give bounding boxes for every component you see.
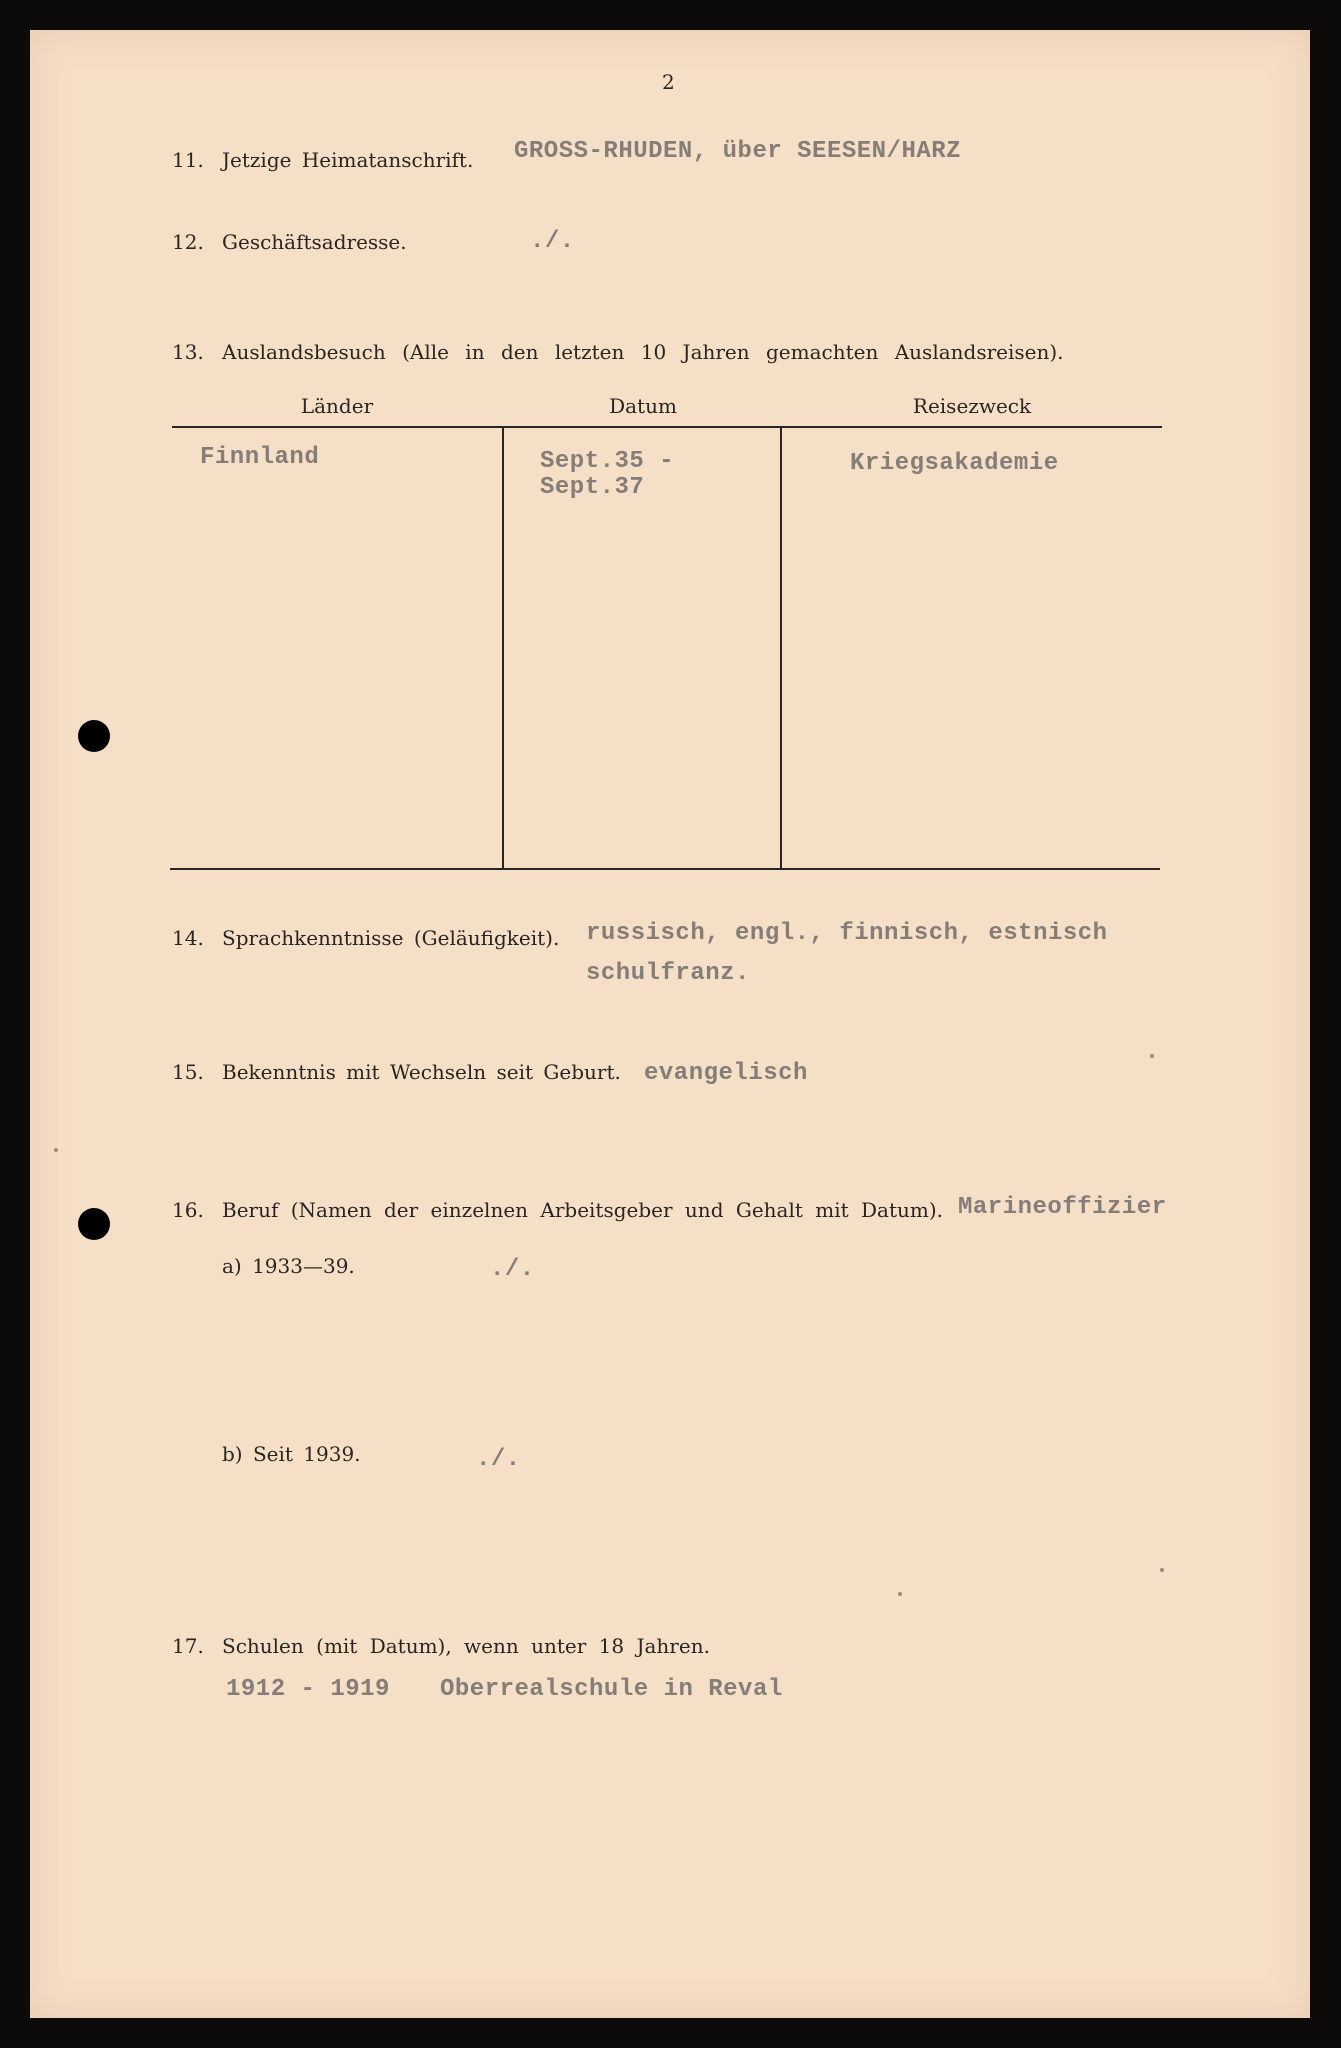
schools-years-value: 1912 - 1919 (226, 1676, 390, 1703)
item-12-label (172, 230, 407, 254)
item-11-label (172, 148, 473, 172)
item-17-number: 17. (172, 1634, 204, 1658)
item-12-number: 12. (172, 230, 204, 254)
punch-hole-lower (78, 1208, 110, 1240)
languages-value-line1: russisch, engl., finnisch, estnisch (586, 920, 1108, 947)
item-15-number: 15. (172, 1060, 204, 1084)
item-16-text: Beruf (Namen der einzelnen Arbeitsgeber und Gehalt mit Datum). (222, 1198, 944, 1222)
item-12-text: Geschäftsadresse. (222, 230, 407, 254)
travel-purpose-value: Kriegsakademie (850, 450, 1059, 477)
home-address-value: GROSS-RHUDEN, über SEESEN/HARZ (514, 138, 962, 165)
occupation-b-label: b) Seit 1939. (222, 1442, 361, 1466)
occupation-a-value: ./. (490, 1256, 535, 1283)
item-14-number: 14. (172, 926, 204, 950)
item-11-text: Jetzige Heimatanschrift. (222, 148, 474, 172)
religion-value: evangelisch (644, 1060, 808, 1087)
occupation-b-value: ./. (476, 1446, 521, 1473)
item-16-number: 16. (172, 1198, 204, 1222)
paper-speck (1160, 1568, 1164, 1572)
occupation-a-label: a) 1933—39. (222, 1254, 355, 1278)
item-15-label (172, 1060, 621, 1084)
table-bottom-rule (170, 868, 1160, 870)
item-14-label (172, 926, 559, 950)
schools-name-value: Oberrealschule in Reval (440, 1676, 783, 1703)
languages-value-line2: schulfranz. (586, 960, 750, 987)
item-17-label (172, 1634, 710, 1658)
table-top-rule (172, 426, 1162, 428)
document-page (30, 30, 1310, 2018)
travel-date-end: Sept.37 (540, 474, 645, 501)
item-13-label (172, 340, 1064, 364)
punch-hole-upper (78, 720, 110, 752)
paper-speck (898, 1592, 902, 1596)
travel-country-value: Finnland (200, 444, 320, 471)
table-divider-2 (780, 428, 782, 868)
item-11-number: 11. (172, 148, 204, 172)
travel-date-start: Sept.35 - (540, 448, 675, 475)
occupation-value: Marineoffizier (958, 1194, 1167, 1221)
paper-speck (1150, 1054, 1154, 1058)
column-header-purpose: Reisezweck (912, 394, 1032, 418)
item-14-text: Sprachkenntnisse (Geläufigkeit). (222, 926, 560, 950)
business-address-value: ./. (530, 228, 575, 255)
table-divider-1 (502, 428, 504, 868)
item-16-label (172, 1198, 943, 1222)
page-number: 2 (662, 70, 675, 94)
item-13-number: 13. (172, 340, 204, 364)
paper-speck (54, 1148, 58, 1152)
item-17-text: Schulen (mit Datum), wenn unter 18 Jahren. (222, 1634, 710, 1658)
item-13-text: Auslandsbesuch (Alle in den letzten 10 Jahren gemachten Auslandsreisen). (222, 340, 1064, 364)
column-header-date: Datum (609, 394, 677, 418)
item-15-text: Bekenntnis mit Wechseln seit Geburt. (222, 1060, 621, 1084)
column-header-countries: Länder (300, 394, 374, 418)
